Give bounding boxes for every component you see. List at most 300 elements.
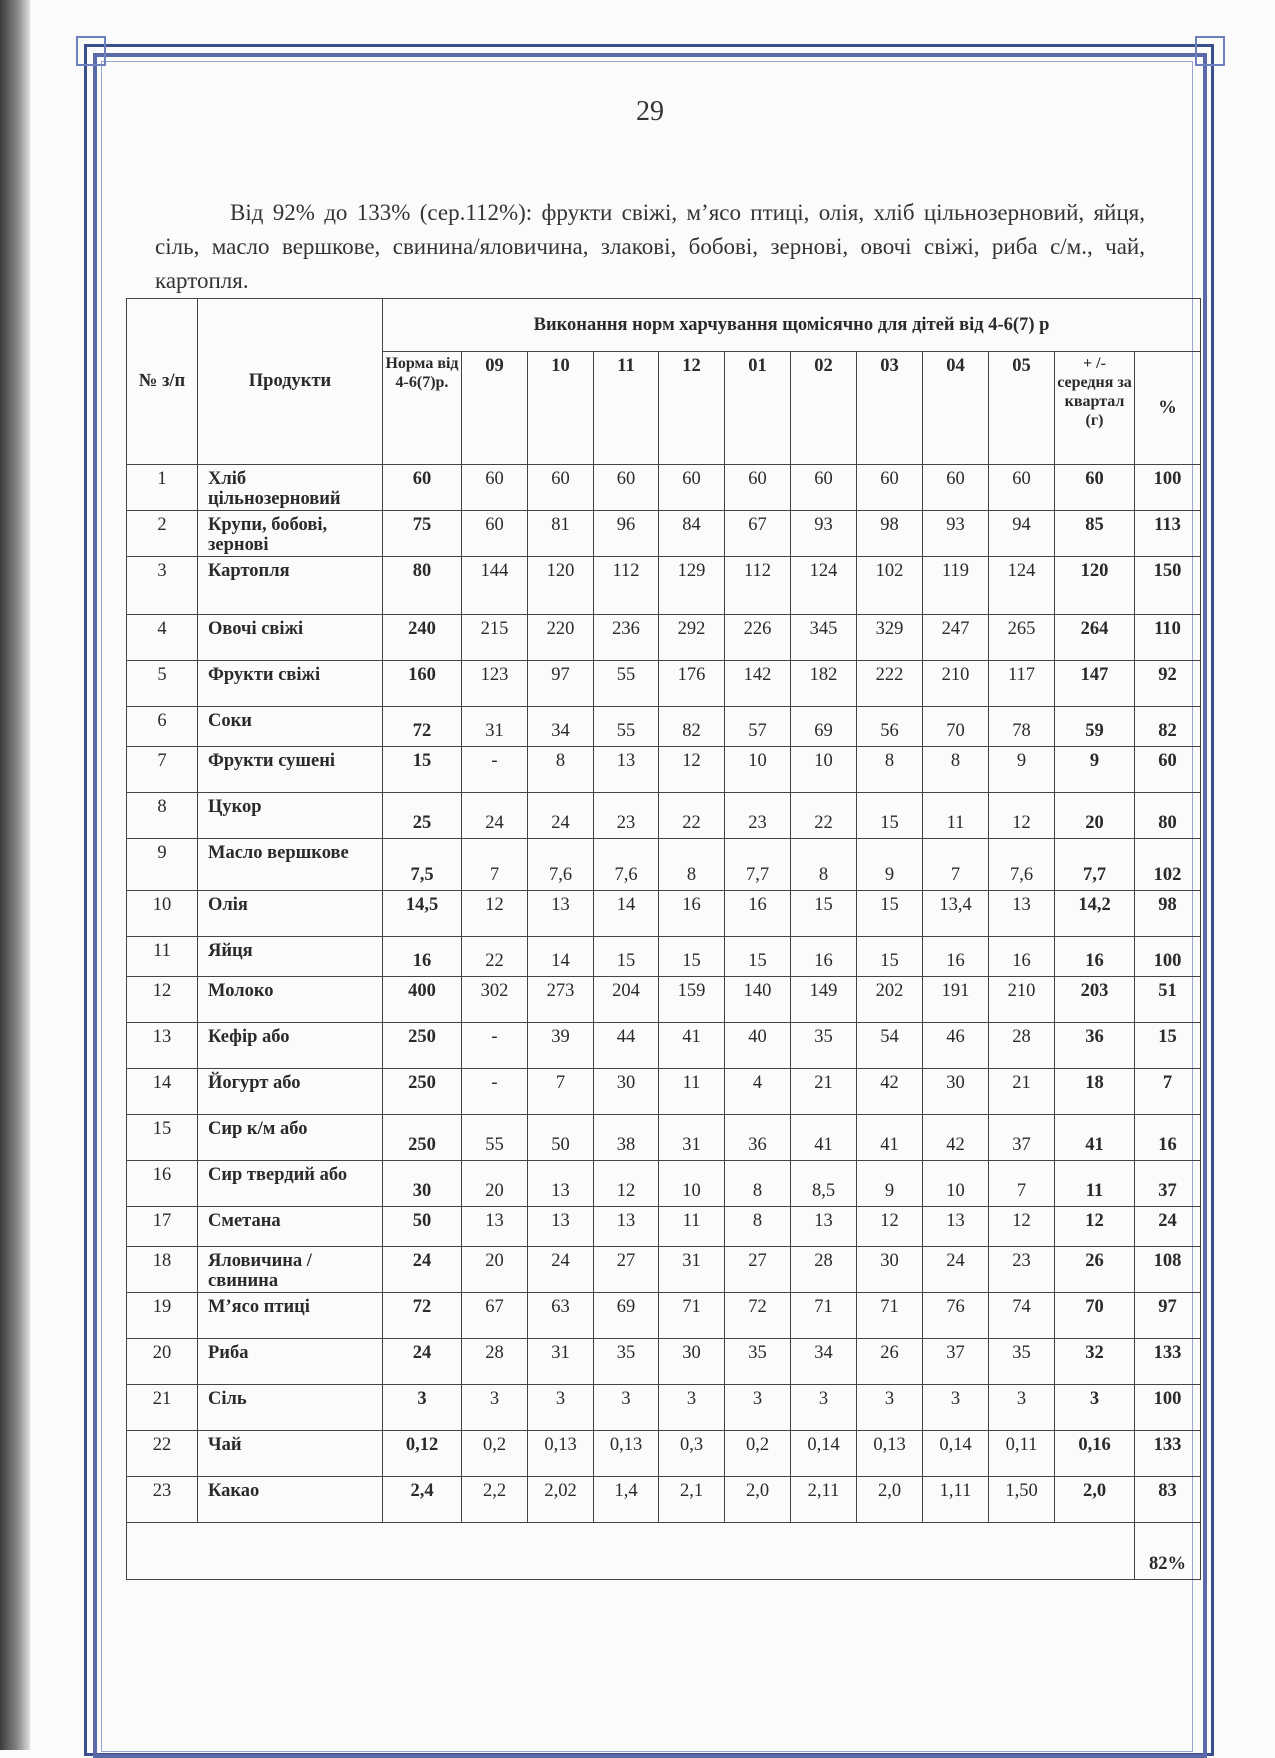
month-value: 34 <box>528 707 594 747</box>
month-value: 3 <box>923 1385 989 1431</box>
month-value: 35 <box>725 1339 791 1385</box>
month-value: 273 <box>528 977 594 1023</box>
product-name: Какао <box>198 1477 383 1523</box>
table-row <box>127 1023 1201 1069</box>
table-row <box>127 1115 1201 1161</box>
month-value: 220 <box>528 615 594 661</box>
table-row <box>127 937 1201 977</box>
percent-value: 51 <box>1135 977 1201 1023</box>
month-value: 215 <box>462 615 528 661</box>
month-value: 15 <box>791 891 857 937</box>
month-value: 10 <box>725 747 791 793</box>
month-value: 3 <box>791 1385 857 1431</box>
month-value: 13 <box>528 1207 594 1247</box>
quarter-average-value: 11 <box>1055 1161 1135 1207</box>
month-value: 182 <box>791 661 857 707</box>
table-row <box>127 557 1201 615</box>
percent-value: 15 <box>1135 1023 1201 1069</box>
table-row <box>127 1431 1201 1477</box>
month-value: 93 <box>923 511 989 557</box>
norm-value: 400 <box>383 977 462 1023</box>
month-value: 0,3 <box>659 1431 725 1477</box>
month-value: 60 <box>989 465 1055 511</box>
table-row <box>127 839 1201 891</box>
row-number: 3 <box>127 557 198 615</box>
column-header-month: 05 <box>989 352 1055 465</box>
product-name: Сметана <box>198 1207 383 1247</box>
row-number: 17 <box>127 1207 198 1247</box>
table-row <box>127 1207 1201 1247</box>
month-value: 24 <box>923 1247 989 1293</box>
month-value: 112 <box>725 557 791 615</box>
month-value: 12 <box>989 793 1055 839</box>
percent-value: 82 <box>1135 707 1201 747</box>
month-value: 26 <box>857 1339 923 1385</box>
percent-value: 133 <box>1135 1431 1201 1477</box>
product-name: Соки <box>198 707 383 747</box>
percent-value: 133 <box>1135 1339 1201 1385</box>
table-row <box>127 1069 1201 1115</box>
norm-value: 72 <box>383 1293 462 1339</box>
month-value: 13 <box>462 1207 528 1247</box>
row-number: 16 <box>127 1161 198 1207</box>
product-name: Яйця <box>198 937 383 977</box>
table-title: Виконання норм харчування щомісячно для дітей від 4-6(7) р <box>383 299 1201 352</box>
month-value: 24 <box>528 1247 594 1293</box>
table-row <box>127 1247 1201 1293</box>
percent-value: 102 <box>1135 839 1201 891</box>
month-value: 40 <box>725 1023 791 1069</box>
month-value: 16 <box>989 937 1055 977</box>
month-value: 36 <box>725 1115 791 1161</box>
table-row <box>127 977 1201 1023</box>
month-value: 7 <box>923 839 989 891</box>
month-value: 202 <box>857 977 923 1023</box>
row-number: 21 <box>127 1385 198 1431</box>
product-name: Масло вершкове <box>198 839 383 891</box>
quarter-average-value: 32 <box>1055 1339 1135 1385</box>
column-header-month: 09 <box>462 352 528 465</box>
product-name: Овочі свіжі <box>198 615 383 661</box>
column-header-number: № з/п <box>127 299 198 465</box>
month-value: 60 <box>594 465 659 511</box>
month-value: 28 <box>791 1247 857 1293</box>
norm-value: 24 <box>383 1247 462 1293</box>
month-value: 67 <box>725 511 791 557</box>
month-value: 129 <box>659 557 725 615</box>
month-value: 31 <box>462 707 528 747</box>
month-value: 30 <box>857 1247 923 1293</box>
month-value: 28 <box>462 1339 528 1385</box>
month-value: 9 <box>857 839 923 891</box>
norm-value: 240 <box>383 615 462 661</box>
quarter-average-value: 85 <box>1055 511 1135 557</box>
month-value: 35 <box>594 1339 659 1385</box>
table-row <box>127 707 1201 747</box>
month-value: 3 <box>725 1385 791 1431</box>
month-value: 55 <box>594 661 659 707</box>
month-value: 236 <box>594 615 659 661</box>
month-value: 159 <box>659 977 725 1023</box>
quarter-average-value: 36 <box>1055 1023 1135 1069</box>
month-value: 8 <box>528 747 594 793</box>
month-value: 8 <box>659 839 725 891</box>
month-value: 93 <box>791 511 857 557</box>
row-number: 6 <box>127 707 198 747</box>
month-value: 15 <box>857 937 923 977</box>
row-number: 9 <box>127 839 198 891</box>
month-value: 8 <box>725 1161 791 1207</box>
month-value: 46 <box>923 1023 989 1069</box>
product-name: Фрукти свіжі <box>198 661 383 707</box>
month-value: 35 <box>989 1339 1055 1385</box>
norm-value: 250 <box>383 1115 462 1161</box>
column-header-month: 02 <box>791 352 857 465</box>
column-header-norm: Норма від 4-6(7)р. <box>383 352 462 465</box>
month-value: 24 <box>462 793 528 839</box>
month-value: 11 <box>923 793 989 839</box>
table-row <box>127 1477 1201 1523</box>
quarter-average-value: 203 <box>1055 977 1135 1023</box>
month-value: 1,4 <box>594 1477 659 1523</box>
month-value: 44 <box>594 1023 659 1069</box>
norm-value: 16 <box>383 937 462 977</box>
month-value: 41 <box>791 1115 857 1161</box>
month-value: 210 <box>989 977 1055 1023</box>
month-value: 12 <box>594 1161 659 1207</box>
month-value: 56 <box>857 707 923 747</box>
month-value: 302 <box>462 977 528 1023</box>
month-value: 81 <box>528 511 594 557</box>
month-value: 15 <box>725 937 791 977</box>
norm-value: 30 <box>383 1161 462 1207</box>
month-value: 42 <box>923 1115 989 1161</box>
quarter-average-value: 26 <box>1055 1247 1135 1293</box>
month-value: 120 <box>528 557 594 615</box>
month-value: 16 <box>923 937 989 977</box>
month-value: 7,6 <box>528 839 594 891</box>
month-value: 8 <box>923 747 989 793</box>
table-row <box>127 1293 1201 1339</box>
row-number: 20 <box>127 1339 198 1385</box>
month-value: 50 <box>528 1115 594 1161</box>
row-number: 7 <box>127 747 198 793</box>
month-value: 31 <box>528 1339 594 1385</box>
table-body <box>127 465 1201 1580</box>
product-name: Хліб цільнозерновий <box>198 465 383 511</box>
percent-value: 110 <box>1135 615 1201 661</box>
month-value: 71 <box>659 1293 725 1339</box>
quarter-average-value: 59 <box>1055 707 1135 747</box>
month-value: 123 <box>462 661 528 707</box>
month-value: 3 <box>989 1385 1055 1431</box>
row-number: 8 <box>127 793 198 839</box>
month-value: 30 <box>594 1069 659 1115</box>
norm-value: 250 <box>383 1023 462 1069</box>
row-number: 13 <box>127 1023 198 1069</box>
month-value: 2,2 <box>462 1477 528 1523</box>
product-name: Яловичина / свинина <box>198 1247 383 1293</box>
product-name: Риба <box>198 1339 383 1385</box>
product-name: Йогурт або <box>198 1069 383 1115</box>
quarter-average-value: 2,0 <box>1055 1477 1135 1523</box>
norm-value: 14,5 <box>383 891 462 937</box>
month-value: 41 <box>857 1115 923 1161</box>
month-value: 8 <box>725 1207 791 1247</box>
month-value: 27 <box>725 1247 791 1293</box>
month-value: 14 <box>528 937 594 977</box>
product-name: Цукор <box>198 793 383 839</box>
month-value: 2,0 <box>857 1477 923 1523</box>
month-value: 8 <box>791 839 857 891</box>
table-row <box>127 793 1201 839</box>
percent-value: 100 <box>1135 465 1201 511</box>
row-number: 1 <box>127 465 198 511</box>
month-value: 0,2 <box>725 1431 791 1477</box>
month-value: 71 <box>791 1293 857 1339</box>
month-value: 60 <box>659 465 725 511</box>
table-row <box>127 891 1201 937</box>
month-value: 71 <box>857 1293 923 1339</box>
month-value: 10 <box>923 1161 989 1207</box>
column-header-product: Продукти <box>198 299 383 465</box>
month-value: 144 <box>462 557 528 615</box>
row-number: 14 <box>127 1069 198 1115</box>
month-value: 15 <box>857 891 923 937</box>
month-value: 112 <box>594 557 659 615</box>
norm-value: 72 <box>383 707 462 747</box>
month-value: 60 <box>528 465 594 511</box>
month-value: 0,14 <box>923 1431 989 1477</box>
quarter-average-value: 70 <box>1055 1293 1135 1339</box>
month-value: 140 <box>725 977 791 1023</box>
column-header-quarter-average: + /- середня за квартал (г) <box>1055 352 1135 465</box>
border-corner-ornament <box>1195 36 1225 66</box>
norm-value: 3 <box>383 1385 462 1431</box>
month-value: 0,13 <box>594 1431 659 1477</box>
month-value: 15 <box>594 937 659 977</box>
border-corner-ornament <box>76 36 106 66</box>
month-value: 23 <box>594 793 659 839</box>
norm-value: 25 <box>383 793 462 839</box>
quarter-average-value: 7,7 <box>1055 839 1135 891</box>
month-value: - <box>462 747 528 793</box>
month-value: 226 <box>725 615 791 661</box>
product-name: Сіль <box>198 1385 383 1431</box>
month-value: 1,50 <box>989 1477 1055 1523</box>
norm-value: 160 <box>383 661 462 707</box>
percent-value: 16 <box>1135 1115 1201 1161</box>
column-header-month: 11 <box>594 352 659 465</box>
product-name: Олія <box>198 891 383 937</box>
month-value: 0,2 <box>462 1431 528 1477</box>
month-value: 8 <box>857 747 923 793</box>
month-value: 292 <box>659 615 725 661</box>
month-value: 28 <box>989 1023 1055 1069</box>
month-value: 35 <box>791 1023 857 1069</box>
quarter-average-value: 147 <box>1055 661 1135 707</box>
month-value: 3 <box>594 1385 659 1431</box>
quarter-average-value: 14,2 <box>1055 891 1135 937</box>
row-number: 18 <box>127 1247 198 1293</box>
month-value: 16 <box>725 891 791 937</box>
month-value: 55 <box>462 1115 528 1161</box>
month-value: 1,11 <box>923 1477 989 1523</box>
month-value: - <box>462 1069 528 1115</box>
month-value: 3 <box>528 1385 594 1431</box>
month-value: 96 <box>594 511 659 557</box>
norm-value: 50 <box>383 1207 462 1247</box>
month-value: 16 <box>659 891 725 937</box>
month-value: 13 <box>923 1207 989 1247</box>
month-value: 2,02 <box>528 1477 594 1523</box>
month-value: 22 <box>462 937 528 977</box>
month-value: 13 <box>594 747 659 793</box>
norm-value: 15 <box>383 747 462 793</box>
month-value: 12 <box>989 1207 1055 1247</box>
month-value: 124 <box>989 557 1055 615</box>
month-value: 204 <box>594 977 659 1023</box>
quarter-average-value: 120 <box>1055 557 1135 615</box>
month-value: 2,11 <box>791 1477 857 1523</box>
row-number: 5 <box>127 661 198 707</box>
table-row <box>127 747 1201 793</box>
norm-value: 24 <box>383 1339 462 1385</box>
month-value: 149 <box>791 977 857 1023</box>
product-name: Сир к/м або <box>198 1115 383 1161</box>
month-value: 13 <box>989 891 1055 937</box>
month-value: 69 <box>791 707 857 747</box>
month-value: 12 <box>462 891 528 937</box>
norm-value: 60 <box>383 465 462 511</box>
month-value: 37 <box>923 1339 989 1385</box>
percent-value: 150 <box>1135 557 1201 615</box>
table-row <box>127 615 1201 661</box>
nutrition-norms-table <box>126 298 1201 1580</box>
month-value: 7 <box>989 1161 1055 1207</box>
month-value: 0,13 <box>528 1431 594 1477</box>
month-value: 63 <box>528 1293 594 1339</box>
month-value: 60 <box>857 465 923 511</box>
quarter-average-value: 16 <box>1055 937 1135 977</box>
month-value: 20 <box>462 1247 528 1293</box>
month-value: 24 <box>528 793 594 839</box>
month-value: 15 <box>857 793 923 839</box>
month-value: 21 <box>791 1069 857 1115</box>
month-value: 69 <box>594 1293 659 1339</box>
row-number: 11 <box>127 937 198 977</box>
month-value: 119 <box>923 557 989 615</box>
product-name: М’ясо птиці <box>198 1293 383 1339</box>
month-value: 265 <box>989 615 1055 661</box>
total-row <box>127 1523 1201 1580</box>
row-number: 4 <box>127 615 198 661</box>
month-value: 210 <box>923 661 989 707</box>
month-value: 21 <box>989 1069 1055 1115</box>
month-value: 31 <box>659 1115 725 1161</box>
table-row <box>127 465 1201 511</box>
month-value: 12 <box>857 1207 923 1247</box>
month-value: 329 <box>857 615 923 661</box>
column-header-month: 04 <box>923 352 989 465</box>
month-value: 41 <box>659 1023 725 1069</box>
month-value: 11 <box>659 1207 725 1247</box>
norm-value: 80 <box>383 557 462 615</box>
quarter-average-value: 9 <box>1055 747 1135 793</box>
row-number: 23 <box>127 1477 198 1523</box>
month-value: 31 <box>659 1247 725 1293</box>
month-value: 12 <box>659 747 725 793</box>
month-value: 7,6 <box>989 839 1055 891</box>
percent-value: 113 <box>1135 511 1201 557</box>
month-value: 23 <box>989 1247 1055 1293</box>
month-value: 9 <box>989 747 1055 793</box>
row-number: 10 <box>127 891 198 937</box>
month-value: 39 <box>528 1023 594 1069</box>
month-value: 54 <box>857 1023 923 1069</box>
column-header-percent: % <box>1135 352 1201 465</box>
month-value: 3 <box>659 1385 725 1431</box>
month-value: 60 <box>791 465 857 511</box>
quarter-average-value: 264 <box>1055 615 1135 661</box>
norm-value: 0,12 <box>383 1431 462 1477</box>
month-value: 60 <box>923 465 989 511</box>
product-name: Кефір або <box>198 1023 383 1069</box>
quarter-average-value: 3 <box>1055 1385 1135 1431</box>
month-value: 23 <box>725 793 791 839</box>
quarter-average-value: 0,16 <box>1055 1431 1135 1477</box>
month-value: 37 <box>989 1115 1055 1161</box>
row-number: 12 <box>127 977 198 1023</box>
month-value: 2,0 <box>725 1477 791 1523</box>
month-value: 70 <box>923 707 989 747</box>
column-header-month: 01 <box>725 352 791 465</box>
product-name: Молоко <box>198 977 383 1023</box>
product-name: Чай <box>198 1431 383 1477</box>
percent-value: 98 <box>1135 891 1201 937</box>
month-value: 11 <box>659 1069 725 1115</box>
month-value: 82 <box>659 707 725 747</box>
row-number: 19 <box>127 1293 198 1339</box>
norm-value: 75 <box>383 511 462 557</box>
month-value: - <box>462 1023 528 1069</box>
row-number: 15 <box>127 1115 198 1161</box>
month-value: 142 <box>725 661 791 707</box>
month-value: 22 <box>791 793 857 839</box>
quarter-average-value: 60 <box>1055 465 1135 511</box>
month-value: 8,5 <box>791 1161 857 1207</box>
month-value: 13 <box>594 1207 659 1247</box>
percent-value: 108 <box>1135 1247 1201 1293</box>
quarter-average-value: 41 <box>1055 1115 1135 1161</box>
month-value: 13,4 <box>923 891 989 937</box>
percent-value: 92 <box>1135 661 1201 707</box>
quarter-average-value: 20 <box>1055 793 1135 839</box>
month-value: 191 <box>923 977 989 1023</box>
month-value: 27 <box>594 1247 659 1293</box>
total-row-spacer <box>127 1523 1135 1580</box>
month-value: 247 <box>923 615 989 661</box>
month-value: 76 <box>923 1293 989 1339</box>
month-value: 14 <box>594 891 659 937</box>
month-value: 13 <box>791 1207 857 1247</box>
month-value: 13 <box>528 1161 594 1207</box>
month-value: 30 <box>923 1069 989 1115</box>
percent-value: 80 <box>1135 793 1201 839</box>
month-value: 0,13 <box>857 1431 923 1477</box>
row-number: 2 <box>127 511 198 557</box>
month-value: 2,1 <box>659 1477 725 1523</box>
